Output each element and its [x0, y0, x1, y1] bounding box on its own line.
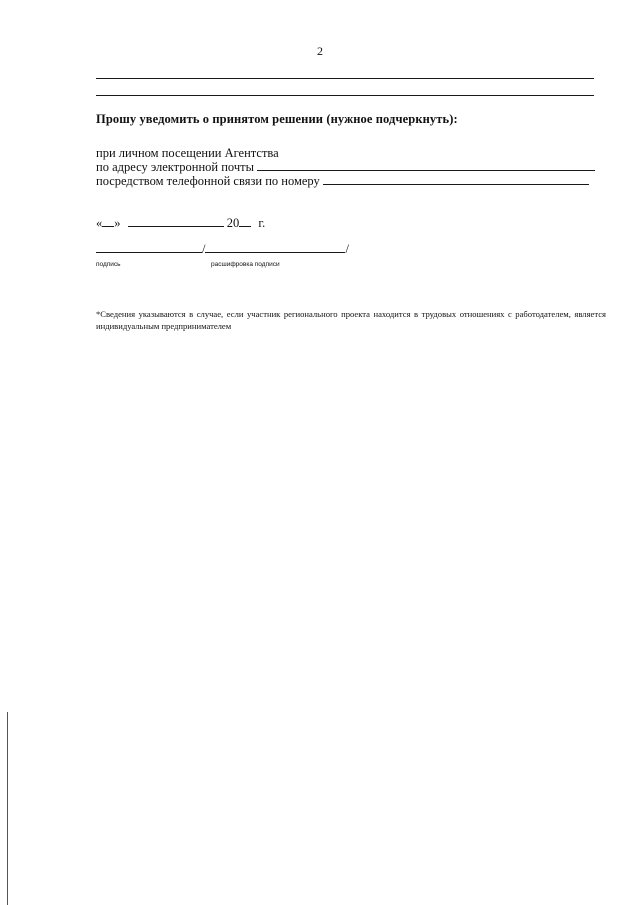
signature-slash-1: / [202, 242, 206, 256]
date-open-quote: « [96, 216, 103, 230]
month-field[interactable] [128, 216, 224, 227]
day-field[interactable] [102, 216, 114, 227]
blank-line-1 [96, 78, 594, 79]
blank-line-2 [96, 95, 594, 96]
year-prefix: 20 [226, 216, 240, 230]
caption-decryption: расшифровка подписи [211, 261, 280, 268]
option-email [96, 160, 595, 175]
option-phone-label: посредством телефонной связи по номеру [96, 174, 320, 188]
option-in-person-label: при личном посещении Агентства [96, 146, 279, 160]
year-suffix: г. [258, 216, 266, 230]
option-in-person [96, 146, 279, 161]
notification-heading: Прошу уведомить о принятом решении (нужное подчеркнуть): [96, 112, 458, 126]
signature-decryption-field[interactable] [205, 242, 345, 253]
date-line [96, 216, 265, 231]
option-email-label: по адресу электронной почты [96, 160, 254, 174]
option-phone [96, 174, 589, 189]
page-number: 2 [317, 44, 323, 58]
caption-signature: подпись [96, 261, 121, 268]
year-field[interactable] [239, 216, 251, 227]
footnote: *Сведения указываются в случае, если участник регионального проекта находится в трудовых отношениях с работодателем, является индивидуальным предпринимателем [96, 309, 606, 331]
signature-line [96, 242, 349, 257]
signature-slash-2: / [345, 242, 349, 256]
email-field[interactable] [257, 160, 595, 171]
signature-field[interactable] [96, 242, 202, 253]
date-close-quote: » [114, 216, 121, 230]
phone-field[interactable] [323, 174, 589, 185]
scan-edge-mark [7, 712, 8, 905]
